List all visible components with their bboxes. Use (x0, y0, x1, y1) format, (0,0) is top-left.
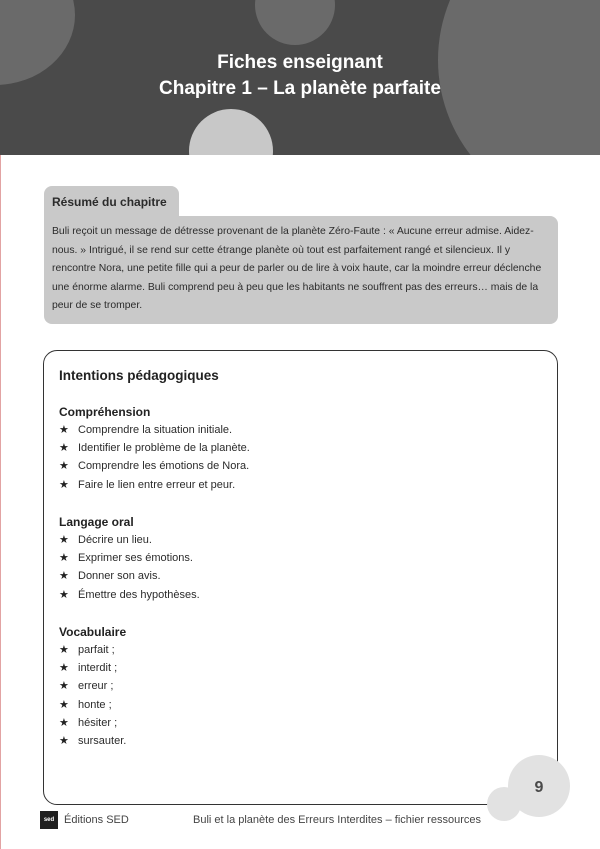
list-item (59, 476, 250, 494)
section-heading: Compréhension (59, 405, 151, 419)
section-comprehension (59, 403, 250, 494)
resume-text: Buli reçoit un message de détresse provenant de la planète Zéro-Faute : « Aucune erreur admise. Aidez-nous. » Intrigué, il se rend sur cette étrange planète où tout est parfaitement rangé et silencieux. Il y rencontre Nora, une petite fille qui a peur de parler ou de lire à voix haute, car la moindre erreur déclenche une énorme alarme. Buli comprend peu à peu que les habitants ne souffrent pas des erreurs… mais de la peur de se tromper. (44, 216, 558, 324)
star-icon: ★ (59, 644, 69, 656)
star-icon: ★ (59, 424, 69, 436)
section-heading: Langage oral (59, 515, 134, 529)
list-item-text: hésiter ; (78, 716, 118, 729)
list-item-text: Faire le lien entre erreur et peur. (78, 478, 236, 491)
list-item-text: Comprendre la situation initiale. (78, 424, 233, 436)
list-item-text: erreur ; (78, 680, 114, 693)
title-line-1: Fiches enseignant (217, 52, 383, 73)
list-item (59, 421, 250, 439)
decor-circle (189, 109, 273, 155)
list-item (59, 641, 126, 659)
resume-label: Résumé du chapitre (44, 186, 179, 216)
star-icon: ★ (59, 698, 69, 711)
intentions-title: Intentions pédagogiques (59, 368, 219, 383)
list-item-text: Émettre des hypothèses. (78, 588, 200, 601)
page-title (0, 50, 600, 102)
star-icon: ★ (59, 716, 69, 729)
list-item (59, 457, 250, 475)
list-item (59, 659, 126, 677)
section-vocabulaire (59, 623, 126, 750)
star-icon: ★ (59, 588, 69, 601)
list-item-text: Comprendre les émotions de Nora. (78, 460, 250, 473)
list-item-text: honte ; (78, 698, 112, 711)
list-item (59, 567, 200, 585)
decor-circle (255, 0, 335, 45)
publisher-logo: sed (40, 811, 58, 829)
list-item (59, 439, 250, 457)
publisher-name: Éditions SED (64, 814, 129, 826)
list-item (59, 549, 200, 567)
page-header (0, 0, 600, 155)
intentions-box (43, 350, 558, 805)
list-item-text: interdit ; (78, 662, 118, 675)
list-item-text: Décrire un lieu. (78, 534, 152, 546)
section-heading: Vocabulaire (59, 625, 127, 639)
list-item-text: parfait ; (78, 644, 115, 656)
page-number: 9 (534, 779, 544, 796)
star-icon: ★ (59, 552, 69, 565)
section-langage-oral (59, 513, 200, 604)
star-icon: ★ (59, 478, 69, 491)
list-item (59, 677, 126, 695)
star-icon: ★ (59, 680, 69, 693)
star-icon: ★ (59, 534, 69, 546)
list-item (59, 696, 126, 714)
star-icon: ★ (59, 570, 69, 583)
star-icon: ★ (59, 442, 69, 455)
list-item (59, 732, 126, 750)
star-icon: ★ (59, 460, 69, 473)
page-number-circle-small (487, 787, 521, 821)
list-item (59, 714, 126, 732)
title-line-2: Chapitre 1 – La planète parfaite (159, 78, 441, 99)
star-icon: ★ (59, 734, 69, 747)
star-icon: ★ (59, 662, 69, 675)
list-item-text: sursauter. (78, 734, 127, 747)
list-item (59, 586, 200, 604)
list-item-text: Donner son avis. (78, 570, 161, 583)
list-item-text: Exprimer ses émotions. (78, 552, 193, 565)
list-item-text: Identifier le problème de la planète. (78, 442, 250, 455)
list-item (59, 531, 200, 549)
book-title: Buli et la planète des Erreurs Interdites – fichier ressources (193, 814, 481, 826)
